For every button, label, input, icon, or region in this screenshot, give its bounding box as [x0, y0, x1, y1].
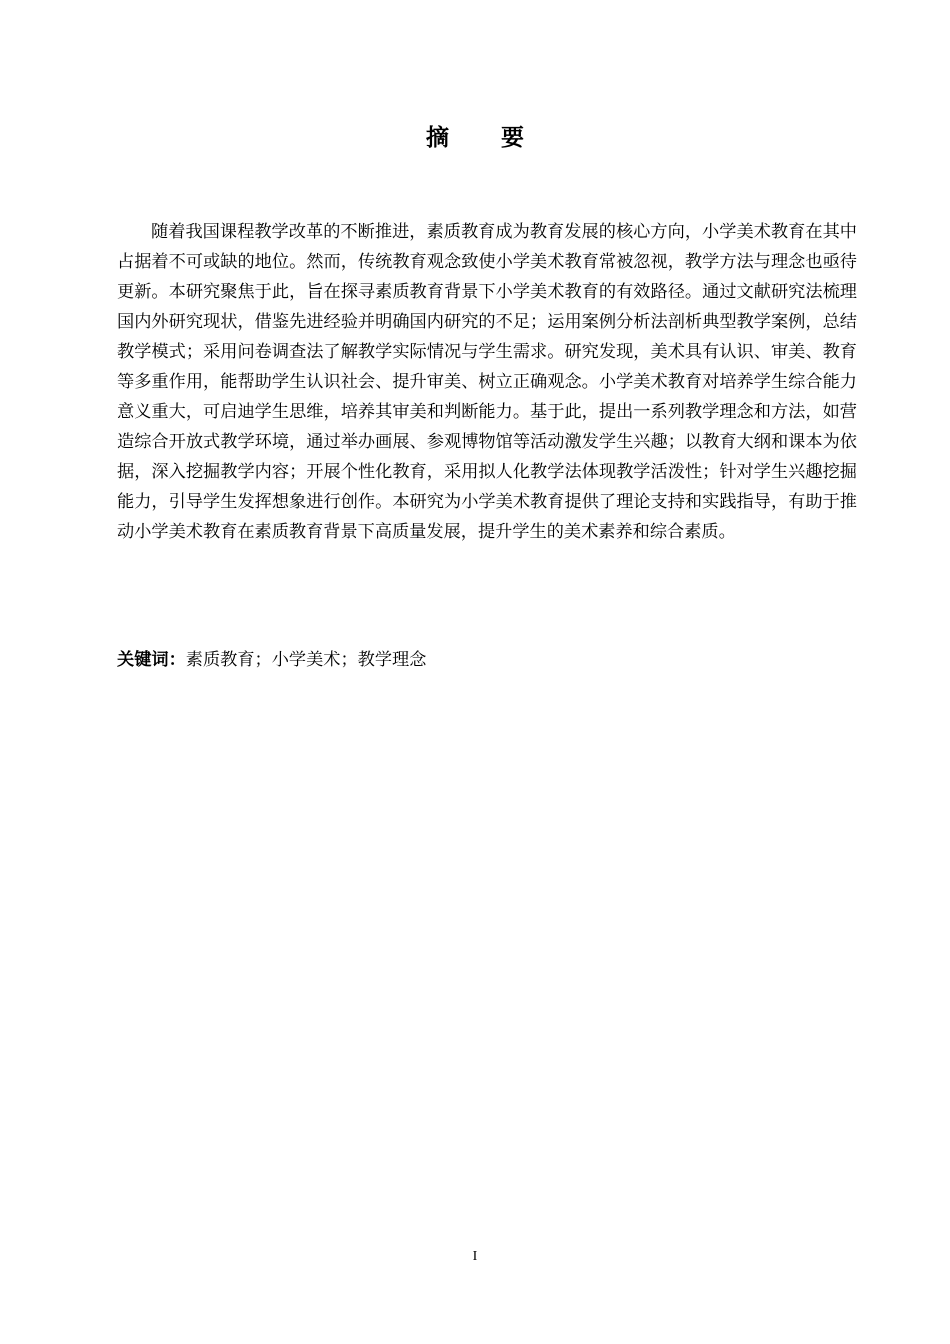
keywords-text: 素质教育；小学美术；教学理念: [185, 650, 427, 670]
abstract-title: 摘 要: [425, 125, 546, 151]
page-number: I: [472, 1249, 478, 1264]
abstract-paragraph: 随着我国课程教学改革的不断推进，素质教育成为教育发展的核心方向，小学美术教育在其中占据着不可或缺的地位。然而，传统教育观念致使小学美术教育常被忽视，教学方法与理念也亟待更新。本研究聚焦于此，旨在探寻素质教育背景下小学美术教育的有效路径。通过文献研究法梳理国内外研究现状，借鉴先进经验并明确国内研究的不足；运用案例分析法剖析典型教学案例，总结教学模式；采用问卷调查法了解教学实际情况与学生需求。研究发现，美术具有认识、审美、教育等多重作用，能帮助学生认识社会、提升审美、树立正确观念。小学美术教育对培养学生综合能力意义重大，可启迪学生思维，培养其审美和判断能力。基于此，提出一系列教学理念和方法，如营造综合开放式教学环境，通过举办画展、参观博物馆等活动激发学生兴趣；以教育大纲和课本为依据，深入挖掘教学内容；开展个性化教育，采用拟人化教学法体现教学活泼性；针对学生兴趣挖掘能力，引导学生发挥想象进行创作。本研究为小学美术教育提供了理论支持和实践指导，有助于推动小学美术教育在素质教育背景下高质量发展，提升学生的美术素养和综合素质。: [117, 222, 857, 542]
keywords-line: [117, 645, 857, 675]
keywords-label: 关键词：: [117, 650, 186, 670]
